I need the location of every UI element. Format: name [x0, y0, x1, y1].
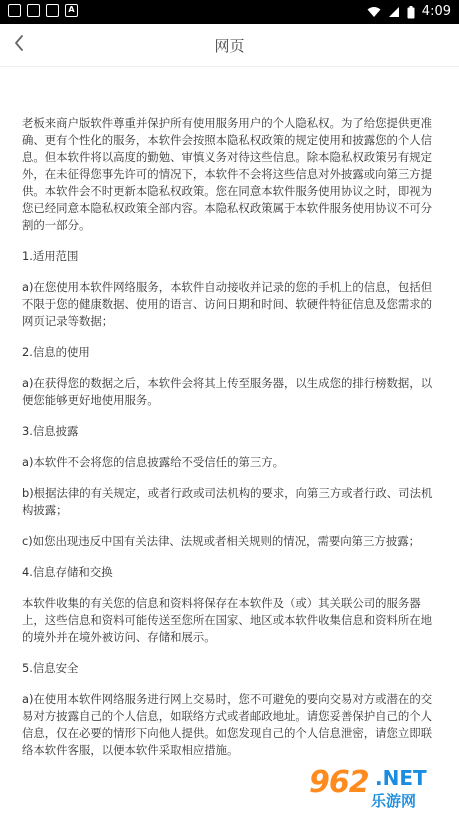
watermark-net: .NET	[375, 766, 427, 790]
status-bar	[0, 0, 459, 24]
privacy-policy-content	[22, 115, 436, 773]
section-disclosure-a: a)本软件不会将您的信息披露给不受信任的第三方。	[22, 455, 285, 469]
section-heading-security: 5.信息安全	[22, 661, 79, 675]
intro-paragraph: 老板来商户版软件尊重并保护所有使用服务用户的个人隐私权。为了给您提供更准确、更有个性化的服务，本软件会按照本隐私权政策的规定使用和披露您的个人信息。但本软件将以高度的勤勉、审慎义务对待这些信息。除本隐私权政策另有规定外，在未征得您事先许可的情况下，本软件不会将这些信息对外披露或向第三方提供。本软件会不时更新本隐私权政策。您在同意本软件服务使用协议之时，即视为您已经同意本隐私权政策全部内容。本隐私权政策属于本软件服务使用协议不可分割的一部分。	[22, 116, 433, 232]
section-heading-storage: 4.信息存储和交换	[22, 565, 113, 579]
section-heading-disclosure: 3.信息披露	[22, 424, 79, 438]
app-a-icon: A	[65, 4, 78, 17]
status-left-icons	[8, 4, 78, 17]
notification-icon	[27, 4, 40, 17]
wifi-icon	[367, 6, 381, 18]
site-watermark-logo	[309, 762, 449, 814]
watermark-subtitle: 乐游网	[371, 792, 417, 810]
section-heading-usage: 2.信息的使用	[22, 345, 90, 359]
section-storage-body: 本软件收集的有关您的信息和资料将保存在本软件及（或）其关联公司的服务器上，这些信息和资料可能传送至您所在国家、地区或本软件收集信息和资料所在地的境外并在境外被访问、存储和展示。	[22, 596, 433, 644]
section-heading-scope: 1.适用范围	[22, 249, 79, 263]
section-scope-a: a)在您使用本软件网络服务，本软件自动接收并记录的您的手机上的信息，包括但不限于您的健康数据、使用的语言、访问日期和时间、软硬件特征信息及您需求的网页记录等数据；	[22, 280, 433, 328]
notification-icon	[46, 4, 59, 17]
app-bar	[0, 24, 459, 67]
notification-icon	[8, 4, 21, 17]
watermark-number: 962	[309, 765, 369, 800]
battery-icon	[407, 6, 415, 19]
section-security-a: a)在使用本软件网络服务进行网上交易时，您不可避免的要向交易对方或潜在的交易对方披露自己的个人信息，如联络方式或者邮政地址。请您妥善保护自己的个人信息，仅在必要的情形下向他人提供。如您发现自己的个人信息泄密，请您立即联络本软件客服，以便本软件采取相应措施。	[22, 692, 433, 757]
status-time: 4:09	[421, 4, 451, 19]
section-disclosure-c: c)如您出现违反中国有关法律、法规或者相关规则的情况，需要向第三方披露；	[22, 534, 420, 548]
signal-icon	[388, 6, 400, 18]
section-disclosure-b: b)根据法律的有关规定，或者行政或司法机构的要求，向第三方或者行政、司法机构披露；	[22, 486, 433, 517]
status-right-icons	[367, 3, 451, 21]
page-title: 网页	[214, 37, 245, 55]
section-usage-a: a)在获得您的数据之后，本软件会将其上传至服务器，以生成您的排行榜数据，以便您能够更好地使用服务。	[22, 376, 433, 407]
